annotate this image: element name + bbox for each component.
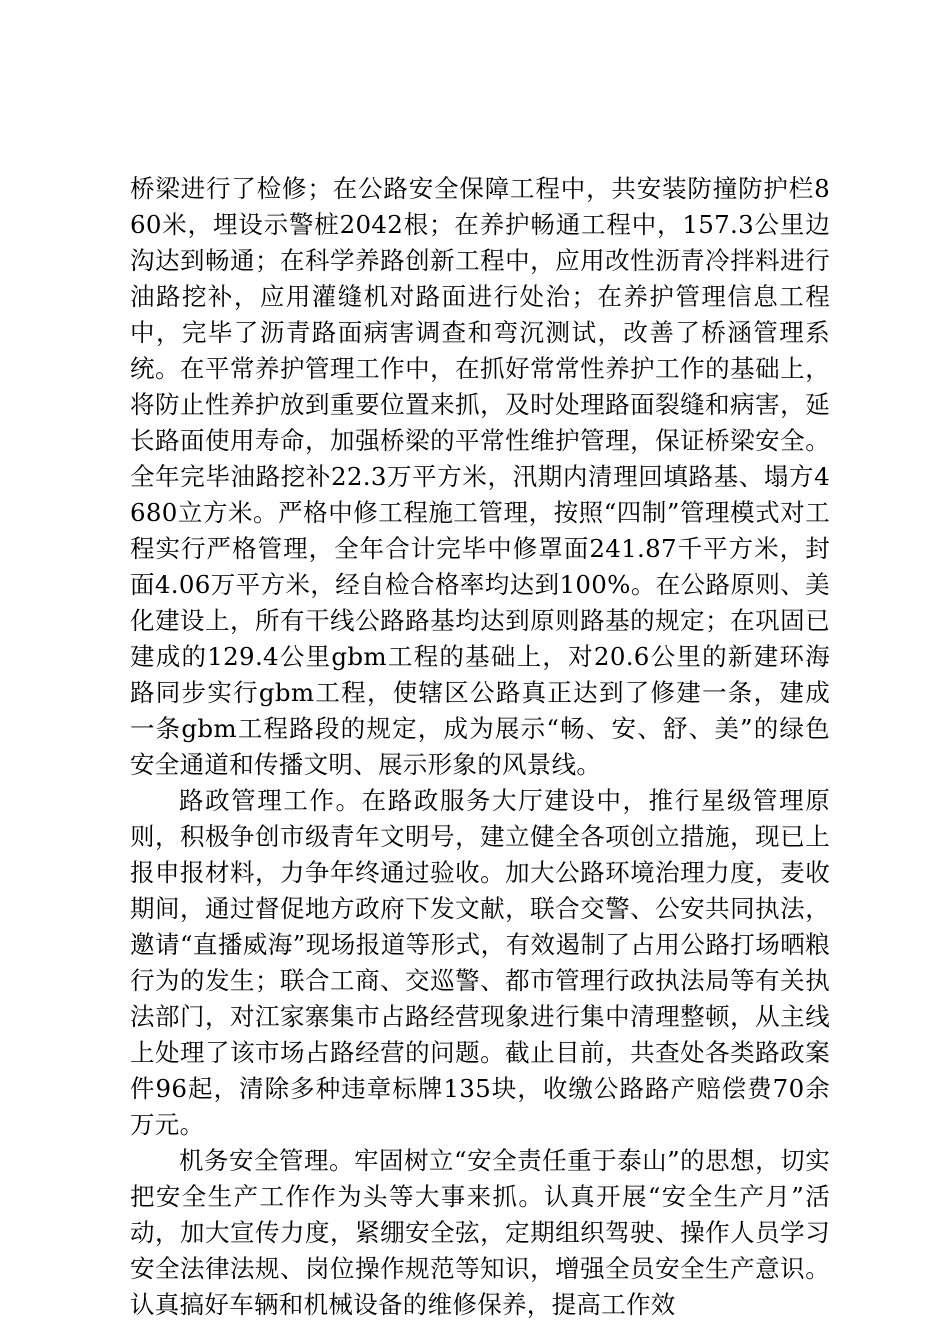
document-body	[130, 171, 830, 1323]
paragraph-road-maintenance: 桥梁进行了检修；在公路安全保障工程中，共安装防撞防护栏860米，埋设示警桩2042根；在养护畅通工程中，157.3公里边沟达到畅通；在科学养路创新工程中，应用改性沥青冷拌料进行油路挖补，应用灌缝机对路面进行处治；在养护管理信息工程中，完毕了沥青路面病害调查和弯沉测试，改善了桥涵管理系统。在平常养护管理工作中，在抓好常常性养护工作的基础上，将防止性养护放到重要位置来抓，及时处理路面裂缝和病害，延长路面使用寿命，加强桥梁的平常性维护管理，保证桥梁安全。全年完毕油路挖补22.3万平方米，汛期内清理回填路基、塌方4680立方米。严格中修工程施工管理，按照“四制”管理模式对工程实行严格管理，全年合计完毕中修罩面241.87千平方米，封面4.06万平方米，经自检合格率均达到100%。在公路原则、美化建设上，所有干线公路路基均达到原则路基的规定；在巩固已建成的129.4公里gbm工程的基础上，对20.6公里的新建环海路同步实行gbm工程，使辖区公路真正达到了修建一条，建成一条gbm工程路段的规定，成为展示“畅、安、舒、美”的绿色安全通道和传播文明、展示形象的风景线。	[130, 174, 830, 779]
paragraph-road-administration: 路政管理工作。在路政服务大厅建设中，推行星级管理原则，积极争创市级青年文明号，建立健全各项创立措施，现已上报申报材料，力争年终通过验收。加大公路环境治理力度，麦收期间，通过督促地方政府下发文献，联合交警、公安共同执法，邀请“直播威海”现场报道等形式，有效遏制了占用公路打场晒粮行为的发生；联合工商、交巡警、都市管理行政执法局等有关执法部门，对江家寨集市占路经营现象进行集中清理整顿，从主线上处理了该市场占路经营的问题。截止目前，共查处各类路政案件96起，清除多种违章标牌135块，收缴公路路产赔偿费70余万元。	[130, 786, 830, 1139]
paragraph-machinery-safety: 机务安全管理。牢固树立“安全责任重于泰山”的思想，切实把安全生产工作作为头等大事来抓。认真开展“安全生产月”活动，加大宣传力度，紧绷安全弦，定期组织驾驶、操作人员学习安全法律法规、岗位操作规范等知识，增强全员安全生产意识。认真搞好车辆和机械设备的维修保养，提高工作效	[130, 1146, 830, 1319]
